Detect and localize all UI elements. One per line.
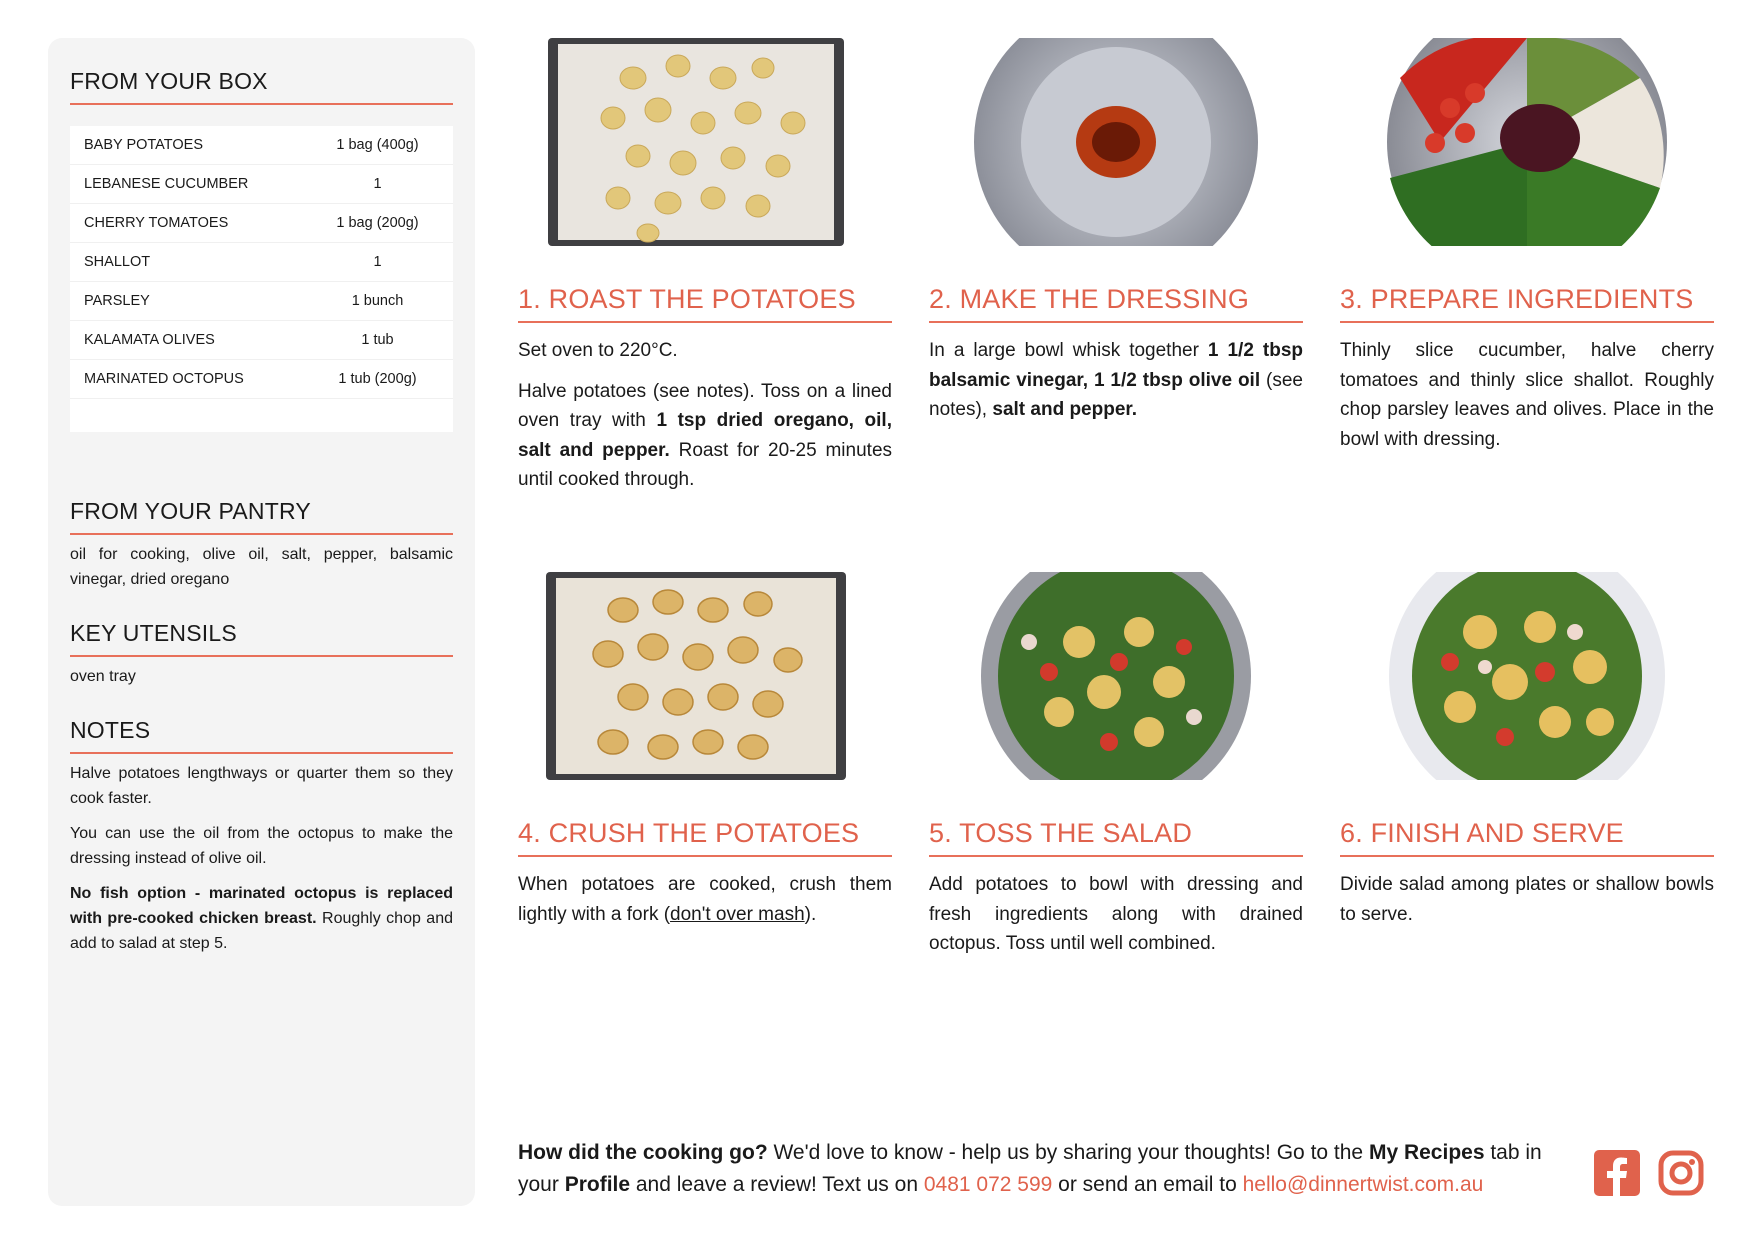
step-1-body [518, 336, 892, 506]
ingredient-name: LEBANESE CUCUMBER [84, 176, 249, 192]
step-1-text-2b: 1 tsp dried oregano, oil, salt and pepper. [518, 410, 892, 461]
ingredient-name: SHALLOT [84, 254, 151, 270]
step-4-title: 4. CRUSH THE POTATOES [518, 818, 892, 857]
note-1: Halve potatoes lengthways or quarter them so they cook faster. [70, 765, 453, 807]
table-row [70, 360, 453, 399]
step-6-text: Divide salad among plates or shallow bowls to serve. [1340, 874, 1714, 925]
step-5-text: Add potatoes to bowl with dressing and fresh ingredients along with drained octopus. Toss until well combined. [929, 874, 1303, 954]
feedback-footer [518, 1137, 1578, 1201]
note-3-rest: Roughly chop and add to salad at step 5. [70, 910, 453, 952]
step-3-body [1340, 336, 1714, 465]
pantry-text: oil for cooking, olive oil, salt, pepper, balsamic vinegar, dried oregano [70, 546, 453, 588]
footer-text-3: and leave a review! Text us on [630, 1173, 924, 1196]
table-row [70, 204, 453, 243]
step-6-body [1340, 870, 1714, 940]
ingredient-qty: 1 [373, 176, 382, 192]
ingredient-name: PARSLEY [84, 293, 150, 309]
note-2: You can use the oil from the octopus to make the dressing instead of olive oil. [70, 825, 453, 867]
crushed-potatoes-photo [518, 572, 892, 780]
notes-body [70, 761, 453, 966]
table-row [70, 243, 453, 282]
ingredient-name: CHERRY TOMATOES [84, 215, 229, 231]
box-ingredients-table [70, 126, 453, 432]
step-2-text [929, 336, 1303, 425]
instagram-icon[interactable] [1658, 1150, 1704, 1196]
footer-question: How did the cooking go? [518, 1141, 768, 1164]
step-1-text-2c: Roast for 20-25 minutes until cooked through. [518, 439, 893, 490]
step-6-title: 6. FINISH AND SERVE [1340, 818, 1714, 857]
step-5-title: 5. TOSS THE SALAD [929, 818, 1303, 857]
facebook-icon[interactable] [1594, 1150, 1640, 1196]
from-your-pantry-title: FROM YOUR PANTRY [70, 498, 453, 535]
table-row [70, 126, 453, 165]
step-2-text-b: 1 1/2 tbsp balsamic vinegar, 1 1/2 tbsp olive oil [929, 340, 1303, 391]
footer-text-4: or send an email to [1052, 1173, 1243, 1196]
ingredient-qty: 1 bag (200g) [336, 215, 419, 231]
ingredient-qty: 1 [373, 254, 382, 270]
step-4-text [518, 870, 892, 929]
profile-label: Profile [564, 1173, 631, 1196]
ingredient-qty: 1 tub (200g) [338, 371, 417, 387]
email-link[interactable]: hello@dinnertwist.com.au [1242, 1173, 1484, 1196]
step-1-text-2a: Halve potatoes (see notes). Toss on a lined oven tray with [518, 380, 892, 431]
notes-title: NOTES [70, 717, 453, 754]
ingredient-qty: 1 bunch [351, 293, 404, 309]
note-3-bold: No fish option - marinated octopus is replaced with pre-cooked chicken breast. [70, 885, 453, 927]
step-2-text-c: (see notes), [929, 369, 1303, 420]
ingredient-qty: 1 tub [361, 332, 394, 348]
served-salad-photo [1340, 572, 1714, 780]
table-row [70, 165, 453, 204]
step-5-body [929, 870, 1303, 970]
note-3 [70, 881, 453, 956]
tossed-salad-photo [929, 572, 1303, 780]
prepared-ingredients-photo [1340, 38, 1714, 246]
ingredients-panel [48, 38, 475, 1206]
ingredient-name: MARINATED OCTOPUS [84, 371, 244, 387]
step-2-body [929, 336, 1303, 436]
step-3-title: 3. PREPARE INGREDIENTS [1340, 284, 1714, 323]
step-1-text-2 [518, 377, 892, 495]
table-row [70, 282, 453, 321]
ingredient-name: KALAMATA OLIVES [84, 332, 215, 348]
step-4-body [518, 870, 892, 940]
step-1-text-1: Set oven to 220°C. [518, 340, 678, 361]
from-your-box-title: FROM YOUR BOX [70, 68, 453, 105]
step-2-text-a: In a large bowl whisk together [929, 340, 1208, 361]
footer-text-2: tab in your [518, 1141, 1542, 1196]
table-row [70, 321, 453, 360]
ingredient-name: BABY POTATOES [84, 137, 203, 153]
step-2-title: 2. MAKE THE DRESSING [929, 284, 1303, 323]
roasting-potatoes-photo [518, 38, 892, 246]
step-1-title: 1. ROAST THE POTATOES [518, 284, 892, 323]
dressing-bowl-photo [929, 38, 1303, 246]
step-2-text-d: salt and pepper. [992, 399, 1138, 420]
ingredient-qty: 1 bag (400g) [336, 137, 419, 153]
key-utensils-title: KEY UTENSILS [70, 620, 453, 657]
step-4-text-c: ). [804, 903, 817, 925]
phone-number[interactable]: 0481 072 599 [923, 1173, 1053, 1196]
footer-text-1: We'd love to know - help us by sharing your thoughts! Go to the [767, 1141, 1369, 1164]
utensils-text: oven tray [70, 668, 136, 685]
my-recipes-label: My Recipes [1368, 1141, 1485, 1164]
step-4-text-a: When potatoes are cooked, crush them lightly with a fork ( [518, 874, 892, 925]
step-4-text-underline: don't over mash [670, 903, 805, 925]
step-3-text: Thinly slice cucumber, halve cherry tomatoes and thinly slice shallot. Roughly chop parsley leaves and olives. Place in the bowl with dressing. [1340, 340, 1714, 450]
